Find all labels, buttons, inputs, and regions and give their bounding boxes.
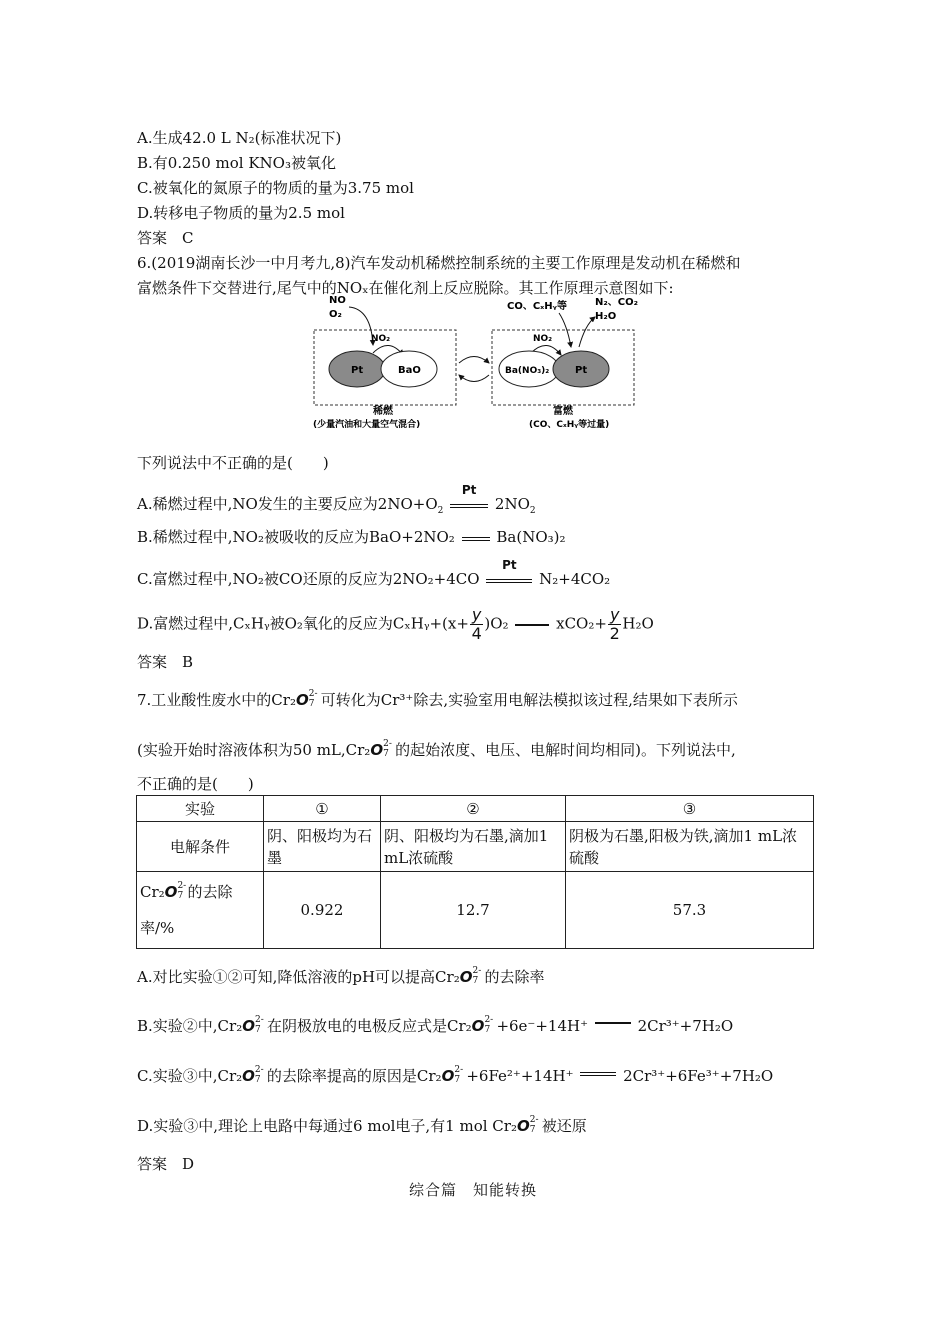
q7-stem-line1: 7.工业酸性废水中的Cr₂O 2- 7 可转化为Cr³⁺除去,实验室用电解法模拟该过程,结果如下表所示 xyxy=(137,689,738,709)
table-header-cell: ③ xyxy=(566,796,814,822)
lean-no2-label: NO₂ xyxy=(371,334,391,344)
dichromate-ion: O 2- 7 xyxy=(459,966,482,986)
q5-option-d: D.转移电子物质的量为2.5 mol xyxy=(137,204,345,222)
q5-option-c: C.被氧化的氮原子的物质的量为3.75 mol xyxy=(137,179,414,197)
table-header-cell: 实验 xyxy=(137,796,264,822)
rich-output-arrow xyxy=(579,317,595,347)
table-cell: 0.922 xyxy=(264,872,381,949)
q5-answer: 答案 C xyxy=(137,229,194,247)
reaction-arrow: Pt xyxy=(484,573,534,587)
switch-arrow-right xyxy=(459,357,489,364)
reaction-arrow xyxy=(513,618,551,632)
table-cell: Cr₂O 2- 7 的去除率/% xyxy=(137,872,264,949)
rich-outputs: N₂、CO₂ xyxy=(595,297,638,308)
q6-option-b: B.稀燃过程中,NO₂被吸收的反应为BaO+2NO₂ Ba(NO₃)₂ xyxy=(137,528,566,546)
rich-inputs: CO、CₓHᵧ等 xyxy=(507,301,567,312)
reaction-arrow xyxy=(578,1066,618,1080)
lean-input-no: NO xyxy=(329,295,346,306)
q6-answer: 答案 B xyxy=(137,653,194,671)
q6-option-c: C.富燃过程中,NO₂被CO还原的反应为2NO₂+4CO Pt N₂+4CO₂ xyxy=(137,558,611,588)
fraction-y-2: $\frac{y}{2}$ xyxy=(609,605,620,643)
lean-bao-label: BaO xyxy=(398,365,421,376)
table-row xyxy=(137,796,814,822)
lean-input-o2: O₂ xyxy=(329,309,342,320)
q6-question: 下列说法中不正确的是( ) xyxy=(137,454,329,472)
q7-option-c: C.实验③中,Cr₂O 2- 7 的去除率提高的原因是Cr₂O 2- 7 +6Fe²⁺+14H⁺ 2Cr³⁺+6Fe³⁺+7H₂O xyxy=(137,1065,774,1085)
table-cell: 阴、阳极均为石墨 xyxy=(264,822,381,872)
q5-option-b: B.有0.250 mol KNO₃被氧化 xyxy=(137,154,336,172)
dichromate-ion: O 2- 7 xyxy=(242,1015,264,1035)
dichromate-ion: O 2- 7 xyxy=(441,1065,464,1085)
table-cell: 57.3 xyxy=(566,872,814,949)
rich-no2-label: NO₂ xyxy=(533,334,553,344)
q6-option-d: D.富燃过程中,CₓHᵧ被O₂氧化的反应为CₓHᵧ+(x+ $\frac{y}{4}$ )O₂ xCO₂+ $\frac{y}{2}$ H₂O xyxy=(137,605,654,643)
section-title: 综合篇 知能转换 xyxy=(409,1181,538,1199)
q7-option-b: B.实验②中,Cr₂O 2- 7 在阴极放电的电极反应式是Cr₂O 2- 7 +6e⁻+14H⁺ 2Cr³⁺+7H₂O xyxy=(137,1015,734,1035)
table-header-cell: ① xyxy=(264,796,381,822)
dichromate-ion: O 2- 7 xyxy=(516,1115,539,1135)
dichromate-ion: O 2- 7 xyxy=(370,739,392,759)
reaction-arrow xyxy=(460,531,492,545)
lean-caption-detail: (少量汽油和大量空气混合) xyxy=(313,420,421,430)
lean-rich-combustion-diagram xyxy=(309,295,639,435)
q5-option-a: A.生成42.0 L N₂(标准状况下) xyxy=(137,129,342,147)
switch-arrow-left xyxy=(459,375,489,382)
table-cell: 阴极为石墨,阳极为铁,滴加1 mL浓硫酸 xyxy=(566,822,814,872)
dichromate-ion: O 2- 7 xyxy=(471,1015,494,1035)
fraction-y-4: $\frac{y}{4}$ xyxy=(471,605,482,643)
lean-input-arrow xyxy=(349,307,373,345)
q7-answer: 答案 D xyxy=(137,1155,195,1173)
table-cell: 电解条件 xyxy=(137,822,264,872)
lean-caption: 稀燃 xyxy=(373,406,393,417)
experiment-table xyxy=(136,795,814,949)
rich-pt-label: Pt xyxy=(575,365,588,376)
dichromate-ion: O 2- 7 xyxy=(295,689,318,709)
reaction-arrow: Pt xyxy=(448,498,490,512)
rich-caption: 富燃 xyxy=(553,406,573,417)
lean-pt-label: Pt xyxy=(351,365,364,376)
q7-stem-line3: 不正确的是( ) xyxy=(137,775,254,793)
table-row xyxy=(137,822,814,872)
q6-stem-line2: 富燃条件下交替进行,尾气中的NOₓ在催化剂上反应脱除。其工作原理示意图如下: xyxy=(137,279,674,297)
reaction-arrow xyxy=(593,1016,633,1030)
rich-ba-label: Ba(NO₃)₂ xyxy=(505,366,550,376)
table-cell: 12.7 xyxy=(381,872,566,949)
q6-stem-line1: 6.(2019湖南长沙一中月考九,8)汽车发动机稀燃控制系统的主要工作原理是发动机在稀燃和 xyxy=(137,254,741,272)
table-row xyxy=(137,872,814,949)
rich-outputs-water: H₂O xyxy=(595,311,617,322)
rich-caption-detail: (CO、CₓHᵧ等过量) xyxy=(529,420,610,430)
table-header-cell: ② xyxy=(381,796,566,822)
q7-option-a: A.对比实验①②可知,降低溶液的pH可以提高Cr₂O 2- 7 的去除率 xyxy=(137,966,545,986)
table-cell: 阴、阳极均为石墨,滴加1 mL浓硫酸 xyxy=(381,822,566,872)
dichromate-ion: O 2- 7 xyxy=(242,1065,264,1085)
q6-option-a: A.稀燃过程中,NO发生的主要反应为$2NO+O_2$ Pt $2NO_2$ xyxy=(137,483,536,516)
dichromate-ion: O 2- 7 xyxy=(164,881,187,901)
q7-stem-line2: (实验开始时溶液体积为50 mL,Cr₂O 2- 7 的起始浓度、电压、电解时间均相同)。下列说法中, xyxy=(137,739,736,759)
q7-option-d: D.实验③中,理论上电路中每通过6 mol电子,有1 mol Cr₂O 2- 7 被还原 xyxy=(137,1115,587,1135)
